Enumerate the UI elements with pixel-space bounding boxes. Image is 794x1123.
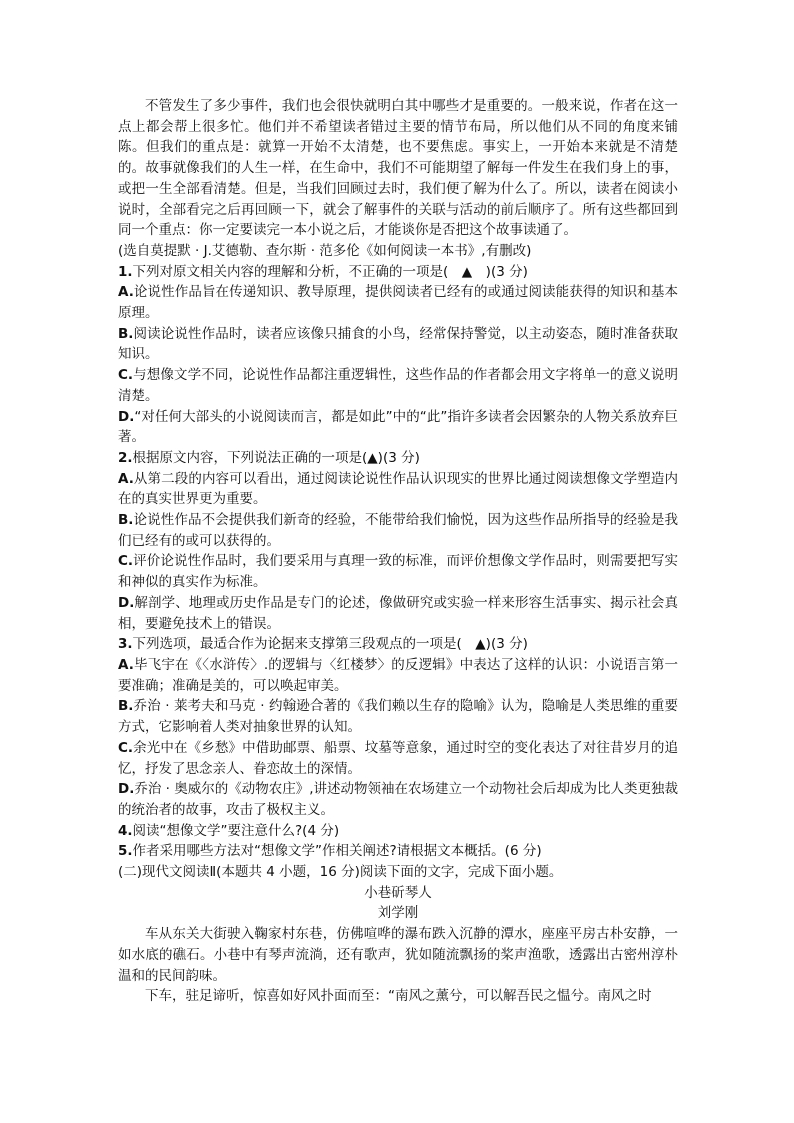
option-3a: [118, 655, 678, 696]
option-2c: [118, 551, 678, 592]
option-text: 乔治 · 莱考夫和马克 · 约翰逊合著的《我们赖以生存的隐喻》认为，隐喻是人类思维的重要方式，它影响着人类对抽象世界的认知。: [118, 698, 678, 736]
option-letter: D.: [118, 594, 135, 611]
option-letter: B.: [118, 698, 134, 715]
question-stem: 根据原文内容，下列说法正确的一项是(▲)(3 分): [132, 449, 420, 466]
option-text: 从第二段的内容可以看出，通过阅读论说性作品认识现实的世界比通过阅读想像文学塑造内在的真实世界更为重要。: [118, 470, 678, 508]
option-3b: [118, 696, 678, 737]
question-number: 5.: [118, 843, 133, 860]
question-number: 1.: [118, 263, 133, 280]
story-title: 小巷斫琴人: [364, 884, 432, 901]
option-letter: B.: [118, 325, 134, 342]
option-3d: [118, 779, 678, 820]
option-letter: A.: [118, 284, 134, 301]
option-1d: [118, 407, 678, 448]
question-stem: 下列选项，最适合作为论据来支撑第三段观点的一项是( ▲)(3 分): [132, 636, 528, 653]
option-letter: C.: [118, 553, 134, 570]
question-number: 3.: [118, 636, 133, 653]
source-citation: (选自莫提默 · J.艾德勒、查尔斯 · 范多伦《如何阅读一本书》,有删改): [118, 242, 532, 259]
document-page: [118, 96, 678, 1007]
option-letter: C.: [118, 739, 134, 756]
option-letter: D.: [118, 408, 135, 425]
option-text: 阅读论说性作品时，读者应该像只捕食的小鸟，经常保持警觉，以主动姿态，随时准备获取知识。: [118, 325, 678, 363]
option-letter: A.: [118, 656, 134, 673]
option-1b: [118, 324, 678, 365]
option-2b: [118, 510, 678, 551]
story-paragraph: 车从东关大街驶入鞠家村东巷，仿佛喧哗的瀑布跌入沉静的潭水，座座平房古朴安静，一如水底的礁石。小巷中有琴声流淌，还有歌声，犹如随流飘扬的桨声渔歌，透露出古密州淳朴温和的民间韵味。: [118, 926, 678, 984]
question-4: [118, 821, 678, 842]
question-1: [118, 262, 678, 283]
question-stem: 下列对原文相关内容的理解和分析，不正确的一项是( ▲ )(3 分): [132, 263, 528, 280]
option-text: 余光中在《乡愁》中借助邮票、船票、坟墓等意象，通过时空的变化表达了对往昔岁月的追忆，抒发了思念亲人、眷恋故土的深情。: [118, 739, 678, 777]
option-letter: C.: [118, 367, 134, 384]
question-number: 4.: [118, 822, 133, 839]
option-1c: [118, 365, 678, 406]
question-5: [118, 841, 678, 862]
question-stem: 阅读“想像文学”要注意什么?(4 分): [132, 822, 340, 839]
question-number: 2.: [118, 449, 133, 466]
passage-paragraph: 不管发生了多少事件，我们也会很快就明白其中哪些才是重要的。一般来说，作者在这一点上都会帮上很多忙。他们并不希望读者错过主要的情节布局，所以他们从不同的角度来铺陈。但我们的重点是：就算一开始不太清楚，也不要焦虑。事实上，一开始本来就是不清楚的。故事就像我们的人生一样，在生命中，我们不可能期望了解每一件发生在我们身上的事，或把一生全部看清楚。但是，当我们回顾过去时，我们便了解为什么了。所以，读者在阅读小说时，全部看完之后再回顾一下，就会了解事件的关联与活动的前后顺序了。所有这些都回到同一个重点：你一定要读完一本小说之后，才能谈你是否把这个故事读通了。: [118, 98, 678, 239]
option-text: 与想像文学不同，论说性作品都注重逻辑性，这些作品的作者都会用文字将单一的意义说明清楚。: [118, 367, 678, 404]
story-author: 刘学刚: [377, 905, 419, 922]
option-letter: A.: [118, 470, 134, 487]
option-text: “对任何大部头的小说阅读而言，都是如此”中的“此”指许多读者会因繁杂的人物关系放弃巨著。: [118, 408, 678, 446]
option-text: 评价论说性作品时，我们要采用与真理一致的标准，而评价想像文学作品时，则需要把写实和神似的真实作为标准。: [118, 553, 678, 591]
option-text: 论说性作品不会提供我们新奇的经验，不能带给我们愉悦，因为这些作品所指导的经验是我们已经有的或可以获得的。: [118, 512, 678, 549]
option-letter: B.: [118, 512, 134, 529]
option-2a: [118, 469, 678, 510]
option-1a: [118, 282, 678, 323]
question-3: [118, 634, 678, 655]
option-letter: D.: [118, 781, 135, 798]
story-paragraph: 下车，驻足谛听，惊喜如好风扑面而至：“南风之薰兮，可以解吾民之愠兮。南风之时: [145, 988, 652, 1005]
section-2-heading: (二)现代文阅读Ⅱ(本题共 4 小题，16 分)阅读下面的文字，完成下面小题。: [118, 864, 563, 881]
option-2d: [118, 593, 678, 634]
option-text: 论说性作品旨在传递知识、教导原理，提供阅读者已经有的或通过阅读能获得的知识和基本原理。: [118, 284, 678, 322]
option-text: 乔治 · 奥威尔的《动物农庄》,讲述动物领袖在农场建立一个动物社会后却成为比人类更独裁的统治者的故事，攻击了极权主义。: [118, 781, 679, 818]
question-2: [118, 448, 678, 469]
option-text: 毕飞宇在《〈水浒传〉.的逻辑与〈红楼梦〉的反逻辑》中表达了这样的认识：小说语言第一要准确；准确是美的，可以唤起审美。: [118, 656, 678, 694]
option-3c: [118, 738, 678, 779]
option-text: 解剖学、地理或历史作品是专门的论述，像做研究或实验一样来形容生活事实、揭示社会真相，要避免技术上的错误。: [118, 594, 678, 632]
question-stem: 作者采用哪些方法对“想像文学”作相关阐述?请根据文本概括。(6 分): [132, 843, 542, 860]
